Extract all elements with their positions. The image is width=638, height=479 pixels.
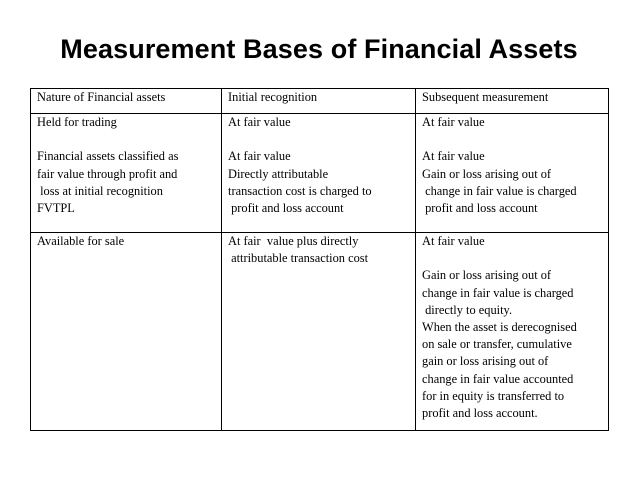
measurement-table	[30, 88, 609, 431]
cell-text: FVTPL	[37, 201, 75, 215]
cell-text: When the asset is derecognised	[422, 320, 577, 334]
table-header-row	[31, 89, 609, 114]
header-cell-subsequent: Subsequent measurement	[416, 89, 609, 114]
header-cell-nature: Nature of Financial assets	[31, 89, 222, 114]
cell-available-for-sale-subsequent	[416, 233, 609, 431]
cell-text: At fair value	[422, 149, 485, 164]
cell-text: At fair value	[228, 115, 291, 129]
cell-text: gain or loss arising out of	[422, 354, 549, 369]
cell-text: At fair value	[422, 234, 485, 248]
cell-text: loss at initial recognition	[37, 183, 163, 198]
cell-held-for-trading-nature	[31, 114, 222, 233]
cell-available-for-sale-nature	[31, 233, 222, 431]
cell-held-for-trading-initial	[222, 114, 416, 233]
cell-text: profit and loss account.	[422, 406, 538, 421]
cell-text: fair value through profit and	[37, 166, 178, 181]
cell-text: Financial assets classified as	[37, 149, 179, 164]
cell-held-for-trading-subsequent	[416, 114, 609, 233]
cell-text: Directly attributable	[228, 166, 329, 181]
cell-text: change in fair value is charged	[422, 285, 574, 300]
cell-text: profit and loss account	[422, 201, 538, 215]
cell-text: At fair value	[422, 115, 485, 129]
cell-text: Gain or loss arising out of	[422, 268, 552, 283]
cell-text: change in fair value is charged	[422, 183, 577, 198]
cell-text: transaction cost is charged to	[228, 183, 372, 198]
cell-text: profit and loss account	[228, 201, 344, 215]
cell-text: change in fair value accounted	[422, 371, 574, 386]
cell-text: on sale or transfer, cumulative	[422, 337, 572, 352]
table-row	[31, 233, 609, 431]
cell-text: At fair value	[228, 149, 291, 164]
cell-text: directly to equity.	[422, 302, 513, 317]
cell-text: At fair value plus directly	[228, 234, 359, 248]
slide-title: Measurement Bases of Financial Assets	[60, 34, 578, 64]
cell-text: attributable transaction cost	[228, 251, 369, 266]
cell-text: Available for sale	[37, 234, 125, 248]
header-cell-initial: Initial recognition	[222, 89, 416, 114]
cell-text: Gain or loss arising out of	[422, 166, 552, 181]
cell-text: for in equity is transferred to	[422, 388, 565, 403]
cell-text: Held for trading	[37, 115, 117, 129]
cell-available-for-sale-initial	[222, 233, 416, 431]
table-row	[31, 114, 609, 233]
